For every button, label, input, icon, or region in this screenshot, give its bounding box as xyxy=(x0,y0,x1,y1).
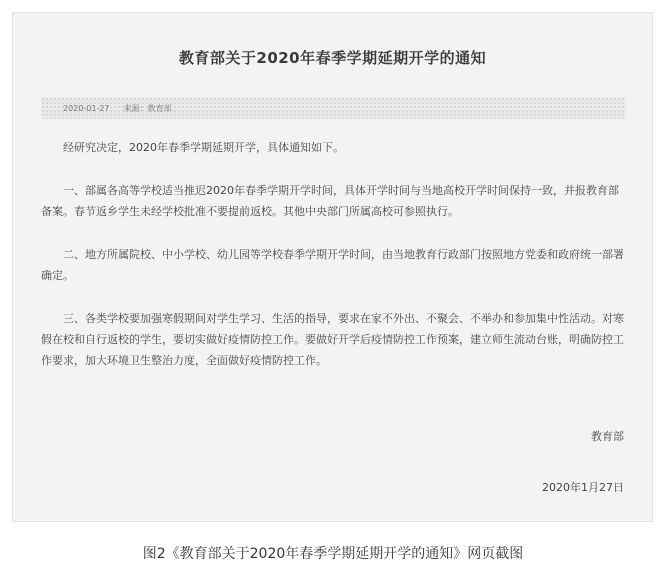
notice-title: 教育部关于2020年春季学期延期开学的通知 xyxy=(178,49,487,67)
figure-caption: 图2《教育部关于2020年春季学期延期开学的通知》网页截图 xyxy=(142,546,524,562)
source-label: 来源：教育部 xyxy=(123,103,172,113)
meta-bar xyxy=(41,97,626,119)
paragraph-3: 三、各类学校要加强寒假期间对学生学习、生活的指导，要求在家不外出、不聚会、不举办和参加集中性活动。对寒假在校和自行返校的学生，要切实做好疫情防控工作。要做好开学后疫情防控工作预案，建立师生流动台账，明确防控工作要求，加大环境卫生整治力度，全面做好疫情防控工作。 xyxy=(41,312,624,367)
paragraph-1: 一、部属各高等学校适当推迟2020年春季学期开学时间，具体开学时间与当地高校开学时间保持一致，并报教育部备案。春节返乡学生未经学校批准不要提前返校。其他中央部门所属高校可参照执行。 xyxy=(41,184,619,218)
notice-body xyxy=(41,137,628,393)
signature: 教育部 xyxy=(591,430,624,443)
webpage-screenshot-frame xyxy=(12,12,653,522)
publish-date: 2020-01-27 xyxy=(63,103,110,113)
paragraph-intro: 经研究决定，2020年春季学期延期开学，具体通知如下。 xyxy=(63,141,344,154)
paragraph-2: 二、地方所属院校、中小学校、幼儿园等学校春季学期开学时间，由当地教育行政部门按照地方党委和政府统一部署确定。 xyxy=(41,248,624,282)
sign-date: 2020年1月27日 xyxy=(542,481,624,494)
